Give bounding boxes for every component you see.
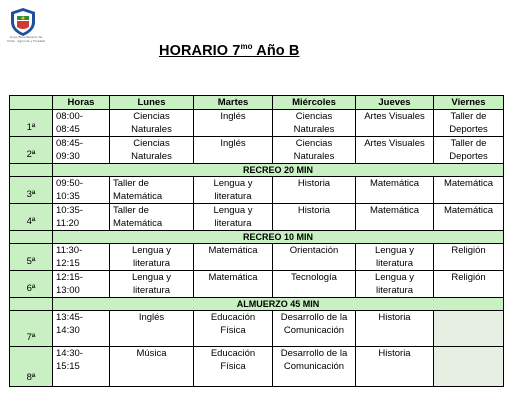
subject-line: literatura (214, 191, 252, 202)
subject-line: Matemática (208, 245, 258, 256)
schedule-table (9, 95, 504, 387)
subject-line: literatura (133, 258, 170, 269)
page-title: HORARIO $7^{mo}$ Año B (159, 42, 300, 59)
subject-cell-jueves (356, 137, 434, 164)
subject-line: Historia (297, 178, 331, 189)
period-time (53, 244, 110, 271)
time-line: 10:35- (56, 205, 83, 216)
schedule-row (10, 204, 504, 231)
subject-line: Orientación (289, 245, 339, 256)
break-row-recreo-10 (10, 231, 504, 244)
subject-line: Ciencias (295, 138, 333, 149)
subject-cell-lunes (110, 177, 194, 204)
subject-line: Naturales (293, 151, 335, 162)
subject-line: literatura (214, 218, 252, 229)
subject-cell-martes (194, 204, 273, 231)
time-line: 09:30 (56, 151, 80, 162)
subject-cell-miercoles (273, 204, 356, 231)
subject-line: Inglés (220, 111, 246, 122)
subject-cell-jueves (356, 347, 434, 387)
subject-line: Tecnología (291, 272, 337, 283)
time-line: 11:30- (56, 245, 83, 256)
break-spacer (10, 164, 53, 177)
time-line: 08:45 (56, 124, 80, 135)
subject-line: Física (220, 361, 246, 372)
subject-line: Artes Visuales (364, 138, 425, 149)
period-time (53, 311, 110, 347)
column-header: Lunes (110, 96, 194, 110)
subject-cell-martes (194, 311, 273, 347)
time-line: 15:15 (56, 361, 80, 372)
subject-cell-martes (194, 347, 273, 387)
period-time (53, 347, 110, 387)
school-logo (8, 7, 38, 37)
period-time (53, 204, 110, 231)
subject-line: Matemática (113, 218, 163, 229)
time-line: 13:45- (56, 312, 83, 323)
subject-cell-lunes (110, 271, 194, 298)
subject-cell-lunes (110, 311, 194, 347)
logo-caption: Liceo Bicentenario de Chile · Agricola y Forestal (6, 35, 46, 43)
subject-cell-miercoles (273, 177, 356, 204)
time-line: 08:45- (56, 138, 83, 149)
subject-cell-jueves (356, 110, 434, 137)
subject-line: Ciencias (295, 111, 333, 122)
break-spacer (10, 298, 53, 311)
subject-cell-martes (194, 271, 273, 298)
period-time (53, 137, 110, 164)
period-number: 5ª (10, 244, 53, 271)
subject-line: literatura (376, 258, 413, 269)
column-header: Miércoles (273, 96, 356, 110)
subject-line: Desarrollo de la (280, 348, 348, 359)
subject-line: Inglés (220, 138, 246, 149)
subject-line: Historia (378, 348, 411, 359)
subject-line: Ciencias (133, 138, 170, 149)
subject-line: Historia (378, 312, 411, 323)
column-header: Martes (194, 96, 273, 110)
schedule-row (10, 271, 504, 298)
period-number: 4ª (10, 204, 53, 231)
break-label: RECREO 10 MIN (53, 231, 504, 244)
subject-line: Educación (210, 348, 256, 359)
subject-line: Deportes (449, 151, 488, 162)
subject-cell-viernes (434, 347, 504, 387)
subject-line: Comunicación (283, 361, 345, 372)
subject-line: Matemática (369, 178, 420, 189)
schedule-row (10, 244, 504, 271)
schedule-row (10, 110, 504, 137)
subject-line: Taller de (113, 178, 149, 189)
subject-cell-viernes (434, 244, 504, 271)
subject-line: Desarrollo de la (280, 312, 348, 323)
subject-cell-miercoles (273, 271, 356, 298)
time-line: 10:35 (56, 191, 80, 202)
column-header: Viernes (434, 96, 504, 110)
period-number: 6ª (10, 271, 53, 298)
subject-line: Deportes (449, 124, 488, 135)
break-spacer (10, 231, 53, 244)
subject-line: Ciencias (133, 111, 170, 122)
subject-line: Naturales (131, 124, 172, 135)
time-line: 11:20 (56, 218, 80, 229)
subject-cell-lunes (110, 110, 194, 137)
time-line: 09:50- (56, 178, 83, 189)
schedule-row (10, 347, 504, 387)
column-header: Horas (53, 96, 110, 110)
subject-cell-martes (194, 137, 273, 164)
subject-line: Educación (210, 312, 256, 323)
subject-line: Lengua y (213, 205, 253, 216)
subject-cell-viernes (434, 137, 504, 164)
subject-line: Religión (451, 245, 486, 256)
subject-line: Lengua y (131, 272, 172, 283)
time-line: 13:00 (56, 285, 80, 296)
subject-line: Matemática (113, 191, 163, 202)
period-number: 3ª (10, 177, 53, 204)
period-number: 1ª (10, 110, 53, 137)
subject-cell-viernes (434, 271, 504, 298)
subject-line: Matemática (443, 205, 494, 216)
subject-cell-miercoles (273, 311, 356, 347)
time-line: 12:15- (56, 272, 83, 283)
break-label: ALMUERZO 45 MIN (53, 298, 504, 311)
subject-line: Taller de (450, 138, 487, 149)
subject-line: Naturales (293, 124, 335, 135)
schedule-row (10, 177, 504, 204)
subject-line: Matemática (443, 178, 494, 189)
subject-cell-lunes (110, 244, 194, 271)
subject-line: Historia (297, 205, 331, 216)
subject-cell-jueves (356, 311, 434, 347)
period-number: 8ª (10, 347, 53, 387)
subject-line: Naturales (131, 151, 172, 162)
subject-cell-miercoles (273, 347, 356, 387)
subject-line: Lengua y (131, 245, 172, 256)
corner-cell (10, 96, 53, 110)
column-header: Jueves (356, 96, 434, 110)
break-label: RECREO 20 MIN (53, 164, 504, 177)
subject-cell-martes (194, 244, 273, 271)
subject-cell-jueves (356, 204, 434, 231)
break-row-recreo-20 (10, 164, 504, 177)
subject-cell-lunes (110, 204, 194, 231)
subject-cell-martes (194, 110, 273, 137)
subject-line: Lengua y (213, 178, 253, 189)
schedule-row (10, 311, 504, 347)
subject-cell-jueves (356, 177, 434, 204)
subject-line: Inglés (138, 312, 165, 323)
subject-line: Taller de (113, 205, 149, 216)
subject-cell-miercoles (273, 110, 356, 137)
time-line: 08:00- (56, 111, 83, 122)
subject-line: Comunicación (283, 325, 345, 336)
subject-cell-jueves (356, 271, 434, 298)
subject-cell-viernes (434, 177, 504, 204)
period-time (53, 110, 110, 137)
header-row (10, 96, 504, 110)
subject-cell-lunes (110, 347, 194, 387)
subject-line: literatura (133, 285, 170, 296)
subject-line: literatura (376, 285, 413, 296)
subject-cell-viernes (434, 204, 504, 231)
subject-cell-jueves (356, 244, 434, 271)
subject-line: Matemática (369, 205, 420, 216)
period-number: 2ª (10, 137, 53, 164)
time-line: 14:30- (56, 348, 83, 359)
subject-cell-viernes (434, 311, 504, 347)
time-line: 14:30 (56, 325, 80, 336)
schedule-row (10, 137, 504, 164)
time-line: 12:15 (56, 258, 80, 269)
subject-line: Matemática (208, 272, 258, 283)
subject-cell-miercoles (273, 137, 356, 164)
subject-line: Artes Visuales (364, 111, 425, 122)
period-number: 7ª (10, 311, 53, 347)
subject-line: Lengua y (374, 272, 415, 283)
subject-line: Música (136, 348, 167, 359)
subject-line: Religión (451, 272, 486, 283)
subject-cell-viernes (434, 110, 504, 137)
period-time (53, 271, 110, 298)
subject-line: Física (220, 325, 246, 336)
break-row-almuerzo (10, 298, 504, 311)
period-time (53, 177, 110, 204)
subject-cell-lunes (110, 137, 194, 164)
subject-cell-miercoles (273, 244, 356, 271)
subject-line: Lengua y (374, 245, 415, 256)
subject-line: Taller de (450, 111, 487, 122)
subject-cell-martes (194, 177, 273, 204)
